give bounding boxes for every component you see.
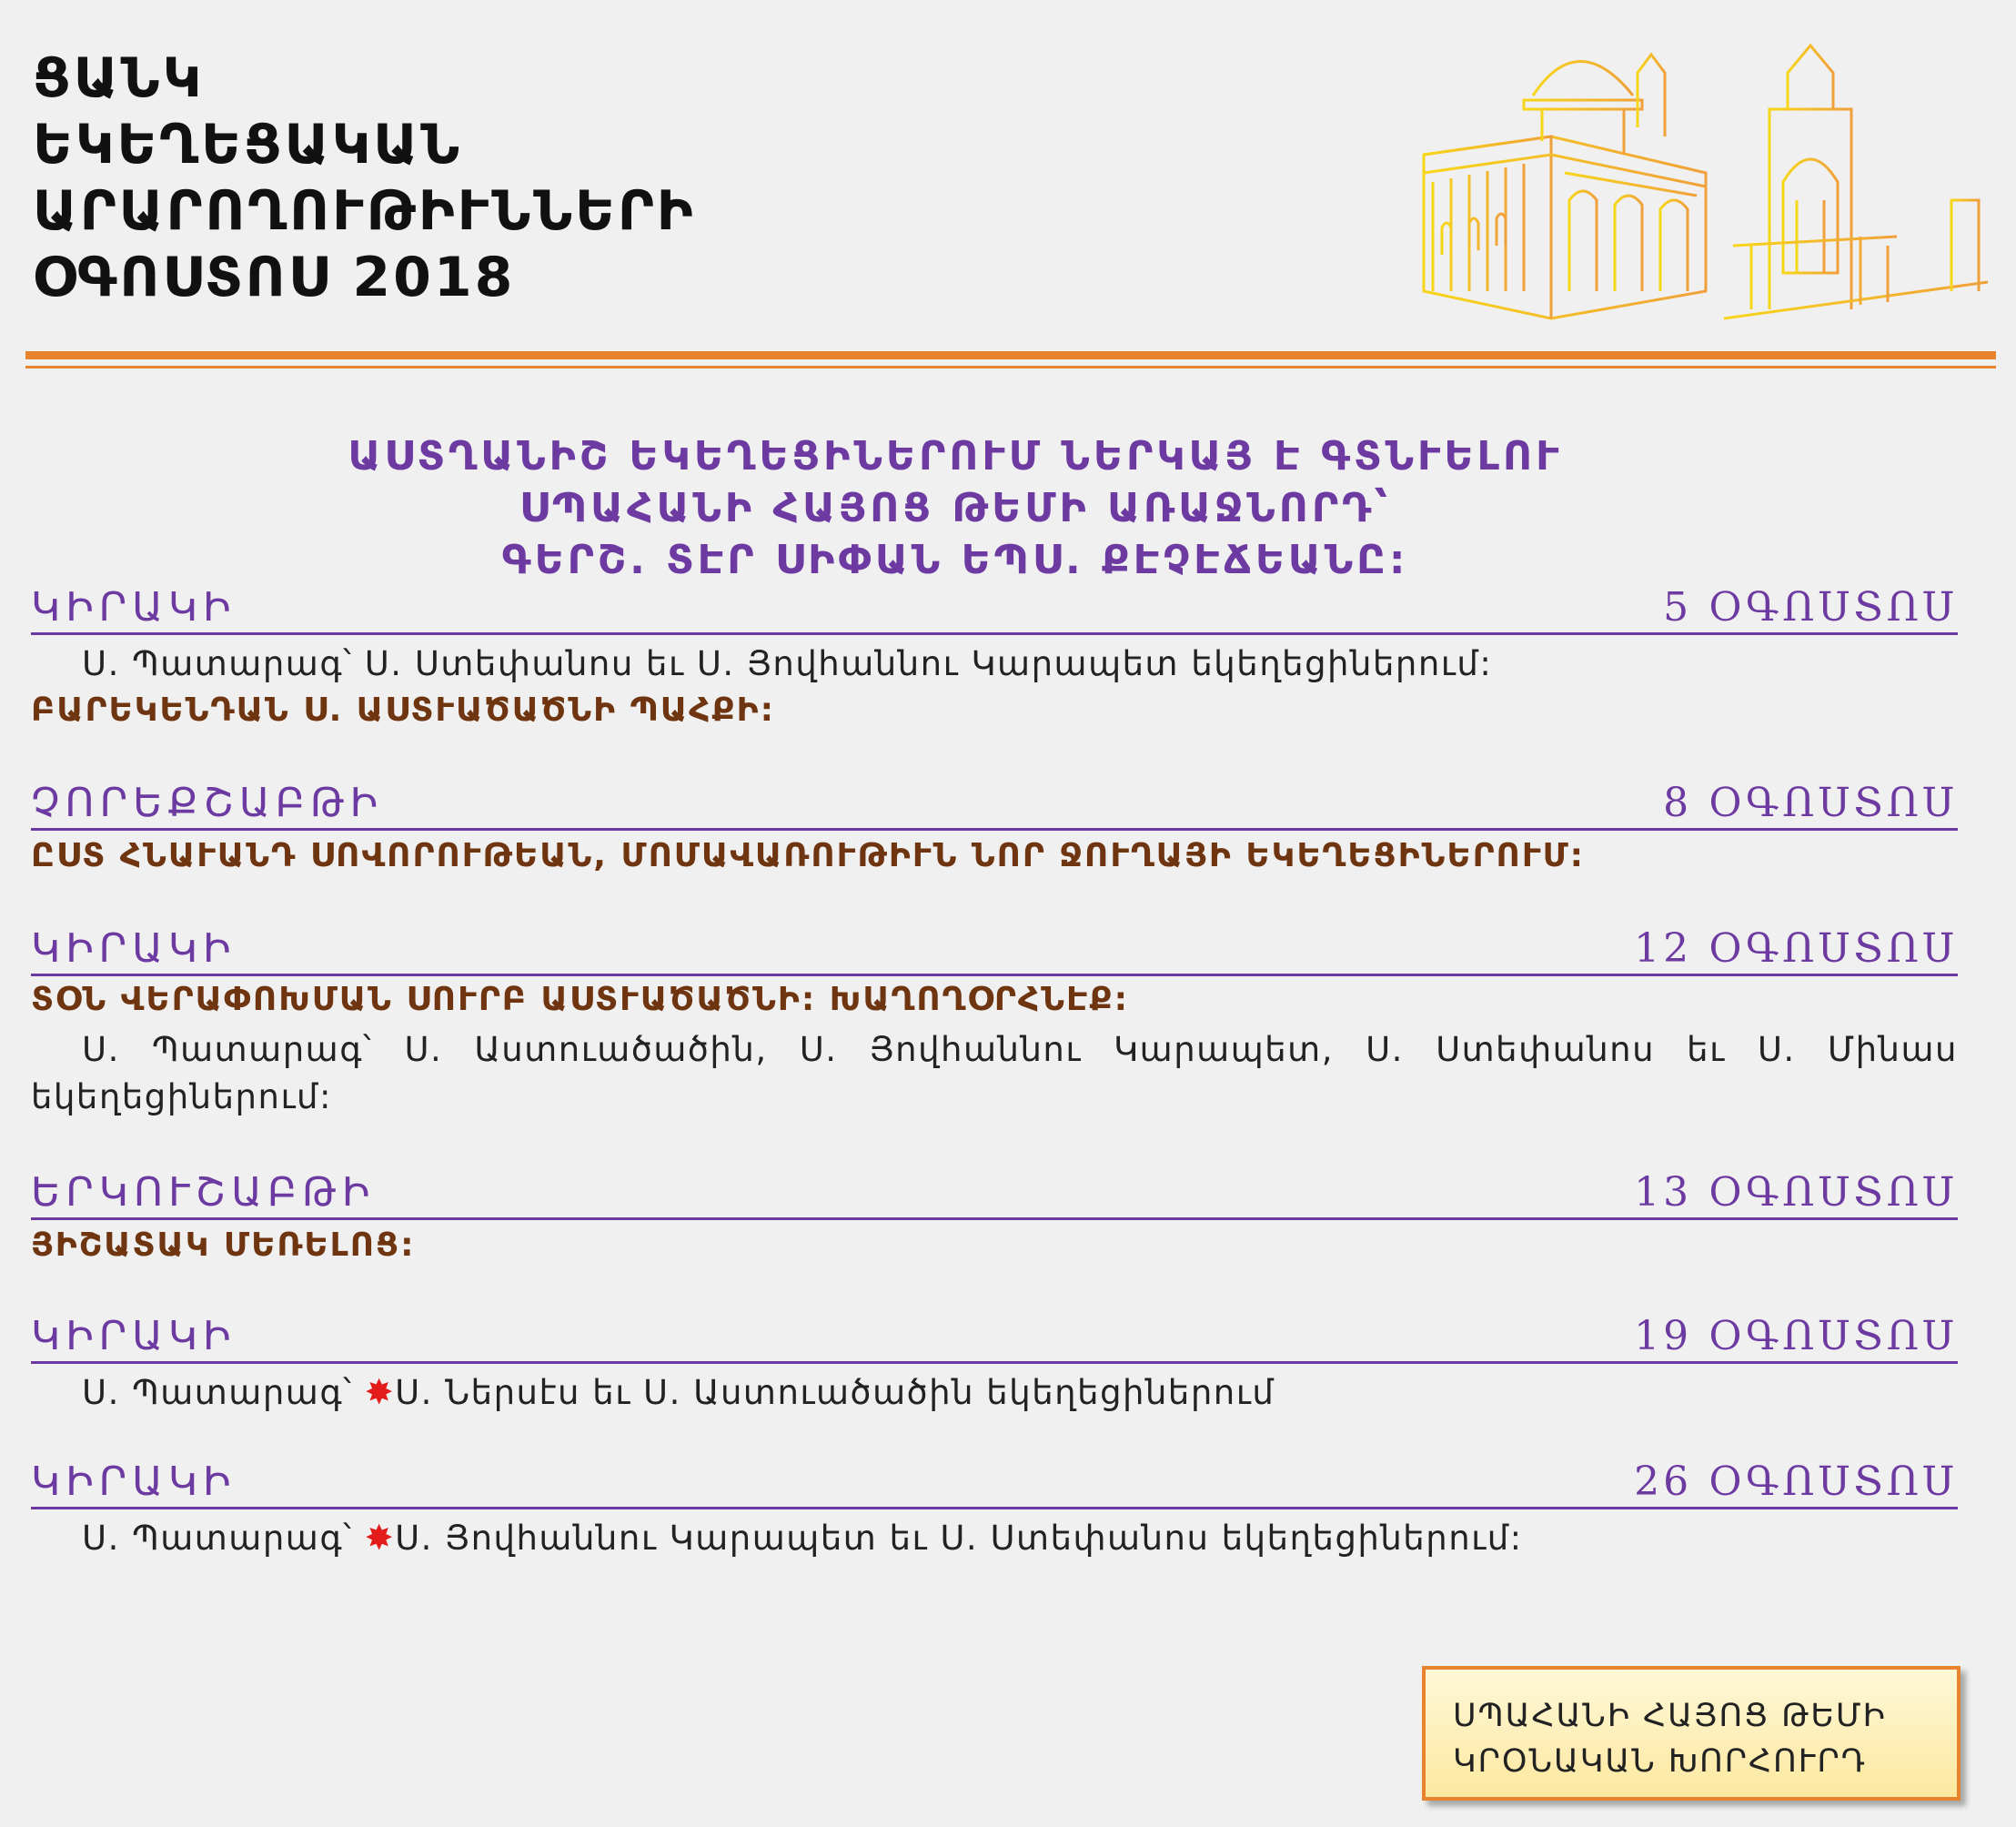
liturgy-prefix: Ս. Պատարագ՝ [82, 1373, 365, 1412]
liturgy-text [31, 641, 1958, 688]
liturgy-text [31, 1514, 1958, 1562]
intro-line-3: ԳԵՐՇ. ՏԷՐ ՍԻՓԱՆ ԵՊՍ. ՔԷՉԷՃԵԱՆԸ: [501, 537, 1409, 583]
title-line-3: ԱՐԱՐՈՂՈՒԹԻՒՆՆԵՐԻ [33, 179, 696, 243]
day-date: 13 ՕԳՈՍՏՈՍ [1634, 1169, 1958, 1216]
day-date: 8 ՕԳՈՍՏՈՍ [1663, 780, 1958, 826]
day-header [31, 1313, 1958, 1364]
title-line-4: ՕԳՈՍՏՈՍ 2018 [33, 246, 516, 309]
day-name: ԿԻՐԱԿԻ [31, 584, 237, 631]
signature-box [1422, 1666, 1961, 1801]
day-header [31, 1461, 1958, 1509]
feast-title: ԸՍՏ ՀՆԱՒԱՆԴ ՍՈՎՈՐՈՒԹԵԱՆ, ՄՈՄԱՎԱՌՈՒԹԻՒՆ ՆՈՐ ՋՈՒՂԱՅԻ ԵԿԵՂԵՑԻՆԵՐՈՒՄ: [31, 837, 1586, 874]
day-name: ԿԻՐԱԿԻ [31, 1313, 237, 1359]
header-divider-thin [25, 366, 1996, 368]
day-date: 19 ՕԳՈՍՏՈՍ [1634, 1313, 1958, 1359]
day-date: 26 ՕԳՈՍՏՈՍ [1634, 1459, 1958, 1505]
liturgy-prefix: Ս. Պատարագ՝ [82, 1519, 365, 1558]
liturgy-churches: Ս. Ներսէս եւ Ս. Աստուածածին եկեղեցիներում [395, 1373, 1275, 1412]
church-illustration [1406, 18, 2001, 337]
liturgy-text [31, 1026, 1958, 1121]
signature-line-2: ԿՐՕՆԱԿԱՆ ԽՈՐՀՈՒՐԴ [1453, 1743, 1868, 1780]
feast-title: ՅԻՇԱՏԱԿ ՄԵՌԵԼՈՑ: [31, 1226, 416, 1264]
title-line-1: ՑԱՆԿ [33, 46, 205, 110]
day-header [31, 584, 1958, 635]
red-star-icon: ✸ [364, 1372, 396, 1412]
day-header [31, 1169, 1958, 1220]
day-header [31, 925, 1958, 976]
bishop-presence-note [136, 430, 1774, 586]
intro-line-2: ՍՊԱՀԱՆԻ ՀԱՅՈՑ ԹԵՄԻ ԱՌԱՋՆՈՐԴ՝ [519, 485, 1392, 531]
day-date: 12 ՕԳՈՍՏՈՍ [1634, 925, 1958, 972]
liturgy-text [31, 1368, 1958, 1417]
header-divider-thick [25, 351, 1996, 359]
signature-line-1: ՍՊԱՀԱՆԻ ՀԱՅՈՑ ԹԵՄԻ [1453, 1698, 1887, 1734]
day-date: 5 ՕԳՈՍՏՈՍ [1663, 584, 1958, 631]
liturgy-line: Ս. Պատարագ՝ Ս. Ստեփանոս եւ Ս. Յովհաննու Կարապետ եկեղեցիներում: [82, 644, 1493, 683]
liturgy-churches: Ս. Յովհաննու Կարապետ եւ Ս. Ստեփանոս եկեղեցիներում: [395, 1519, 1523, 1558]
page-title [33, 45, 696, 311]
intro-line-1: ԱՍՏՂԱՆԻՇ ԵԿԵՂԵՑԻՆԵՐՈՒՄ ՆԵՐԿԱՅ Է ԳՏՆՒԵԼՈՒ [348, 433, 1563, 479]
liturgy-line: Ս. Պատարագ՝ Ս. Աստուածածին, Ս. Յովհաննու Կարապետ, Ս. Ստեփանոս եւ Ս. Մինաս եկեղեցիներում: [31, 1030, 1958, 1116]
day-name: ԵՐԿՈՒՇԱԲԹԻ [31, 1169, 376, 1216]
red-star-icon: ✸ [364, 1518, 396, 1558]
day-header [31, 782, 1958, 831]
day-name: ՉՈՐԵՔՇԱԲԹԻ [31, 780, 384, 826]
day-name: ԿԻՐԱԿԻ [31, 925, 237, 972]
feast-title: ՏՕՆ ՎԵՐԱՓՈԽՄԱՆ ՍՈՒՐԲ ԱՍՏՒԱԾԱԾՆԻ: ԽԱՂՈՂՕՐՀՆԷՔ: [31, 981, 1130, 1018]
day-name: ԿԻՐԱԿԻ [31, 1459, 237, 1505]
feast-title: ԲԱՐԵԿԵՆԴԱՆ Ս. ԱՍՏՒԱԾԱԾՆԻ ՊԱՀՔԻ: [31, 691, 776, 729]
title-line-2: ԵԿԵՂԵՑԱԿԱՆ [33, 113, 463, 177]
